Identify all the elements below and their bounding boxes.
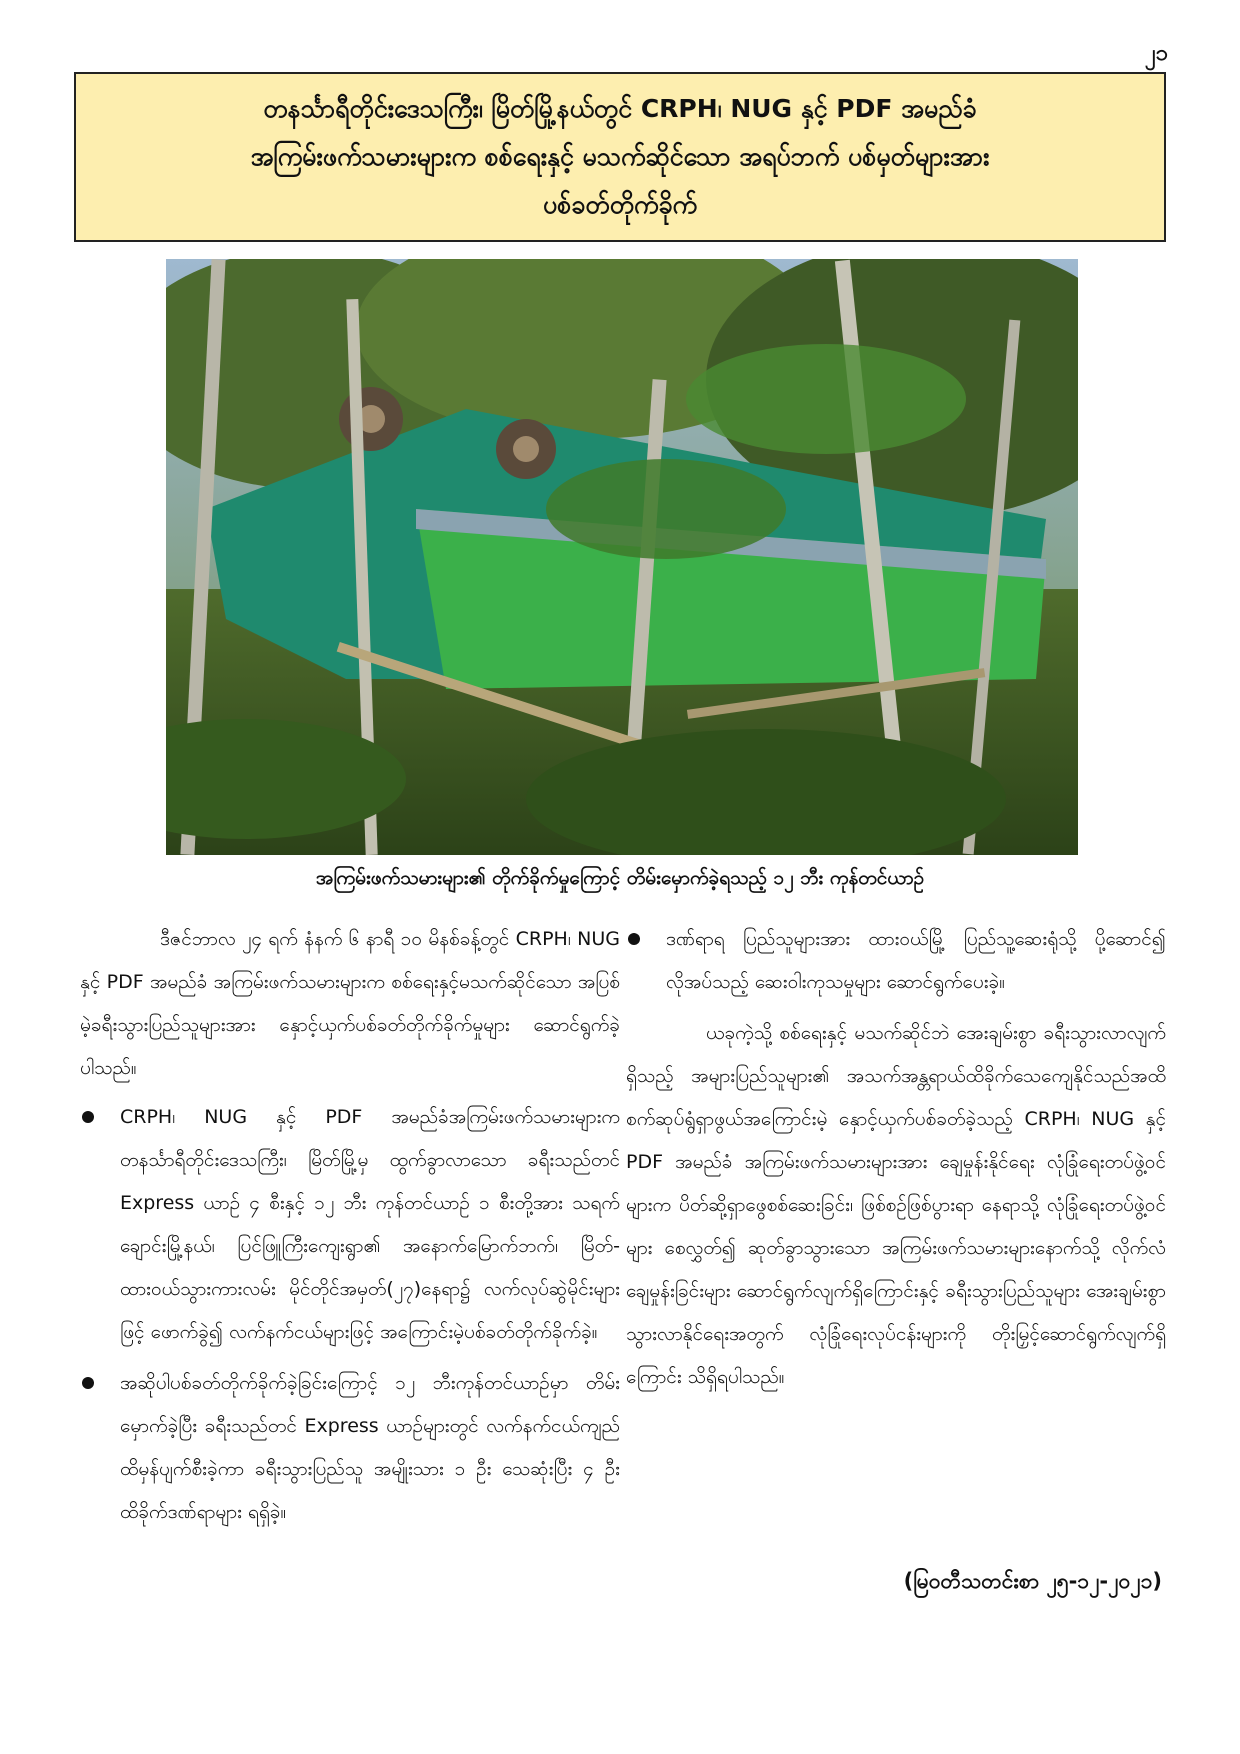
right-bullet-list	[626, 918, 1166, 1004]
headline-line-1: တနင်္သာရီတိုင်းဒေသကြီး၊ မြိတ်မြို့နယ်တွင် CRPH၊ NUG နှင့် PDF အမည်ခံ	[263, 94, 977, 123]
source-citation: (မြဝတီသတင်းစာ ၂၅-၁၂-၂၀၂၁)	[903, 1569, 1162, 1593]
news-photo	[166, 259, 1078, 855]
headline-line-2: အကြမ်းဖက်သမားများက စစ်ရေးနှင့် မသက်ဆိုင်သော အရပ်ဘက် ပစ်မှတ်များအား	[250, 142, 990, 171]
list-item	[80, 1096, 620, 1354]
photo-caption: အကြမ်းဖက်သမားများ၏ တိုက်ခိုက်မှုကြောင့် တိမ်းမှောက်ခဲ့ရသည့် ၁၂ ဘီး ကုန်တင်ယာဉ်	[315, 867, 925, 889]
right-column	[626, 918, 1166, 1399]
bullet-icon	[82, 1377, 94, 1389]
left-bullet-list	[80, 1096, 620, 1534]
list-item	[626, 918, 1166, 1004]
bullet-text: CRPH၊ NUG နှင့် PDF အမည်ခံအကြမ်းဖက်သမားများက တနင်္သာရီတိုင်းဒေသကြီး၊ မြိတ်မြို့မှ ထွက်ခွာလာသော ခရီးသည်တင် Express ယာဉ် ၄ စီးနှင့် ၁၂ ဘီး ကုန်တင်ယာဉ် ၁ စီးတို့အား သရက်ချောင်းမြို့နယ်၊ ပြင်ဖြူကြီးကျေးရွာ၏ အနောက်မြောက်ဘက်၊ မြိတ်-ထားဝယ်သွားကားလမ်း မိုင်တိုင်အမှတ်(၂၇)နေရာ၌ လက်လုပ်ဆွဲမိုင်းများဖြင့် ဖောက်ခွဲ၍ လက်နက်ငယ်များဖြင့် အကြောင်းမဲ့ပစ်ခတ်တိုက်ခိုက်ခဲ့။	[120, 1106, 620, 1343]
headline-line-3: ပစ်ခတ်တိုက်ခိုက်	[542, 190, 698, 219]
page-number: ၂၁	[1144, 41, 1168, 66]
bullet-text: အဆိုပါပစ်ခတ်တိုက်ခိုက်ခဲ့ခြင်းကြောင့် ၁၂ ဘီးကုန်တင်ယာဉ်မှာ တိမ်းမှောက်ခဲ့ပြီး ခရီးသည်တင် Express ယာဉ်များတွင် လက်နက်ငယ်ကျည် ထိမှန်ပျက်စီးခဲ့ကာ ခရီးသွားပြည်သူ အမျိုးသား ၁ ဦး သေဆုံးပြီး ၄ ဦး ထိခိုက်ဒဏ်ရာများ ရရှိခဲ့။	[120, 1372, 620, 1523]
bullet-text: ဒဏ်ရာရ ပြည်သူများအား ထားဝယ်မြို့ ပြည်သူ့ဆေးရုံသို့ ပို့ဆောင်၍ လိုအပ်သည့် ဆေးဝါးကုသမှုများ ဆောင်ရွက်ပေးခဲ့။	[666, 928, 1166, 993]
headline-box	[74, 72, 1166, 242]
bullet-icon	[82, 1111, 94, 1123]
overturned-truck-photo	[166, 259, 1078, 855]
bullet-icon	[628, 933, 640, 945]
closing-paragraph: ယခုကဲ့သို့ စစ်ရေးနှင့် မသက်ဆိုင်ဘဲ အေးချမ်းစွာ ခရီးသွားလာလျက်ရှိသည့် အများပြည်သူများ၏ အသက်အန္တရာယ်ထိခိုက်သေကျေနိုင်သည်အထိ စက်ဆုပ်ရွံရှာဖွယ်အကြောင်းမဲ့ နှောင့်ယှက်ပစ်ခတ်ခဲ့သည့် CRPH၊ NUG နှင့် PDF အမည်ခံ အကြမ်းဖက်သမားများအား ချေမှုန်းနိုင်ရေး လုံခြုံရေးတပ်ဖွဲ့ဝင်များက ပိတ်ဆို့ရှာဖွေစစ်ဆေးခြင်း၊ ဖြစ်စဉ်ဖြစ်ပွားရာ နေရာသို့ လုံခြုံရေးတပ်ဖွဲ့ဝင်များ စေလွှတ်၍ ဆုတ်ခွာသွားသော အကြမ်းဖက်သမားများနောက်သို့ လိုက်လံချေမှုန်းခြင်းများ ဆောင်ရွက်လျက်ရှိကြောင်းနှင့် ခရီးသွားပြည်သူများ အေးချမ်းစွာ သွားလာနိုင်ရေးအတွက် လုံခြုံရေးလုပ်ငန်းများကို တိုးမြှင့်ဆောင်ရွက်လျက်ရှိကြောင်း သိရှိရပါသည်။	[626, 1022, 1166, 1388]
intro-paragraph: ဒီဇင်ဘာလ ၂၄ ရက် နံနက် ၆ နာရီ ၁၀ မိနစ်ခန့်တွင် CRPH၊ NUG နှင့် PDF အမည်ခံ အကြမ်းဖက်သမားများက စစ်ရေးနှင့်မသက်ဆိုင်သော အပြစ်မဲ့ခရီးသွားပြည်သူများအား နှောင့်ယှက်ပစ်ခတ်တိုက်ခိုက်မှုများ ဆောင်ရွက်ခဲ့ပါသည်။	[80, 928, 620, 1079]
left-column	[80, 918, 620, 1542]
list-item	[80, 1362, 620, 1534]
